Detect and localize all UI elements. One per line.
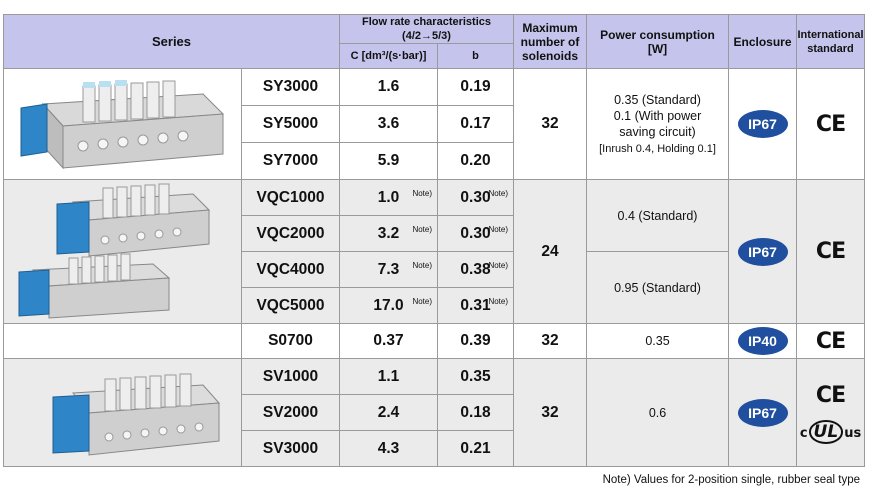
standard-cell	[797, 180, 865, 324]
note-marker: Note)	[412, 261, 433, 270]
product-image-s0700	[4, 324, 242, 359]
power-value: 0.4 (Standard)	[587, 180, 729, 252]
c-value: 1.6	[340, 69, 438, 106]
ip-badge: IP67	[738, 238, 788, 266]
b-value: 0.21	[438, 431, 514, 467]
power-value: 0.6	[587, 359, 729, 467]
b-value: 0.38 Note)	[438, 252, 514, 288]
b-value: 0.30 Note)	[438, 216, 514, 252]
ip-badge: IP67	[738, 399, 788, 427]
model-cell: SV2000	[242, 395, 340, 431]
b-value: 0.39	[438, 324, 514, 359]
c-value: 1.0 Note)	[340, 180, 438, 216]
b-value: 0.18	[438, 395, 514, 431]
max-solenoids-value: 32	[514, 324, 587, 359]
model-cell: SY3000	[242, 69, 340, 106]
model-cell: VQC2000	[242, 216, 340, 252]
product-image-sy	[4, 69, 242, 180]
b-value: 0.20	[438, 143, 514, 180]
note-marker: Note)	[488, 225, 509, 234]
c-value: 7.3 Note)	[340, 252, 438, 288]
enclosure-cell	[729, 324, 797, 359]
c-value: 2.4	[340, 395, 438, 431]
header-enclosure: Enclosure	[729, 15, 797, 69]
max-solenoids-value: 32	[514, 359, 587, 467]
ip-badge: IP67	[738, 110, 788, 138]
header-flow-rate: Flow rate characteristics (4/2→5/3)	[340, 15, 514, 44]
c-value: 3.6	[340, 106, 438, 143]
cul-us-mark-icon: c UL us	[799, 422, 862, 442]
model-cell: SV3000	[242, 431, 340, 467]
ce-mark-icon: CE	[815, 111, 846, 137]
header-max-solenoids: Maximum number of solenoids	[514, 15, 587, 69]
b-value: 0.30 Note)	[438, 180, 514, 216]
b-value: 0.19	[438, 69, 514, 106]
manifold-image	[13, 182, 233, 322]
note-marker: Note)	[488, 189, 509, 198]
c-value: 0.37	[340, 324, 438, 359]
model-cell: VQC4000	[242, 252, 340, 288]
b-value: 0.31 Note)	[438, 288, 514, 324]
enclosure-cell	[729, 180, 797, 324]
header-b: b	[438, 44, 514, 69]
max-solenoids-value: 32	[514, 69, 587, 180]
ce-mark-icon: CE	[815, 383, 846, 408]
model-cell: S0700	[242, 324, 340, 359]
header-power-consumption: Power consumption [W]	[587, 15, 729, 69]
enclosure-cell	[729, 359, 797, 467]
standard-cell	[797, 324, 865, 359]
c-value: 5.9	[340, 143, 438, 180]
standard-cell	[797, 69, 865, 180]
ce-mark-icon: CE	[815, 239, 846, 264]
note-marker: Note)	[412, 297, 433, 306]
b-value: 0.17	[438, 106, 514, 143]
model-cell: VQC5000	[242, 288, 340, 324]
manifold-image	[13, 363, 233, 463]
header-c-unit: C [dm³/(s·bar)]	[340, 44, 438, 69]
note-marker: Note)	[488, 261, 509, 270]
c-value: 1.1	[340, 359, 438, 395]
c-value: 3.2 Note)	[340, 216, 438, 252]
product-image-vqc	[4, 180, 242, 324]
footnote: Note) Values for 2-position single, rubber seal type	[602, 474, 860, 486]
c-value: 4.3	[340, 431, 438, 467]
enclosure-cell	[729, 69, 797, 180]
model-cell: SV1000	[242, 359, 340, 395]
spec-table	[3, 14, 865, 467]
power-value: 0.35	[587, 324, 729, 359]
model-cell: SY5000	[242, 106, 340, 143]
model-cell: SY7000	[242, 143, 340, 180]
power-value: 0.35 (Standard) 0.1 (With power saving circuit) [Inrush 0.4, Holding 0.1]	[587, 69, 729, 180]
ce-mark-icon: CE	[815, 328, 846, 354]
ip-badge: IP40	[738, 327, 788, 355]
note-marker: Note)	[488, 297, 509, 306]
header-series: Series	[4, 15, 340, 69]
max-solenoids-value: 24	[514, 180, 587, 324]
note-marker: Note)	[412, 225, 433, 234]
manifold-image	[13, 74, 233, 174]
standard-cell	[797, 359, 865, 467]
product-image-sv	[4, 359, 242, 467]
c-value: 17.0 Note)	[340, 288, 438, 324]
b-value: 0.35	[438, 359, 514, 395]
model-cell: VQC1000	[242, 180, 340, 216]
header-international: International standard	[797, 15, 865, 69]
note-marker: Note)	[412, 189, 433, 198]
power-value: 0.95 (Standard)	[587, 252, 729, 324]
